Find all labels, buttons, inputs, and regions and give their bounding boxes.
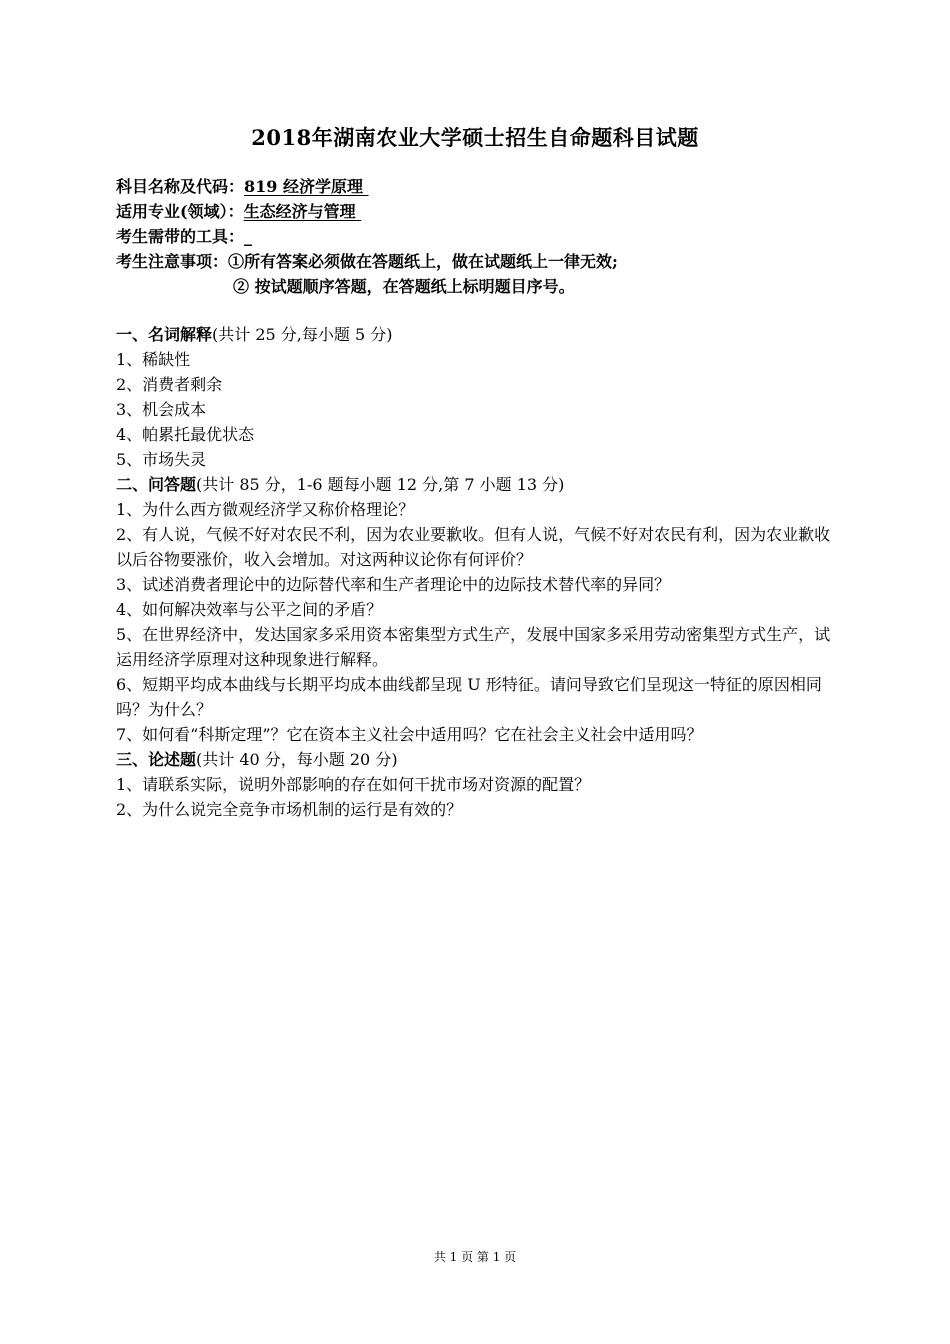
notice-row-2	[116, 274, 856, 299]
question-item: 2、消费者剩余	[116, 375, 223, 394]
question-item: 4、如何解决效率与公平之间的矛盾？	[116, 600, 383, 619]
notice-row-1	[116, 249, 856, 274]
notice-item-2: ② 按试题顺序答题，在答题纸上标明题目序号。	[233, 277, 575, 296]
notice-label: 考生注意事项：	[116, 252, 229, 271]
question-item: 1、请联系实际，说明外部影响的存在如何干扰市场对资源的配置？	[116, 775, 591, 794]
subject-underline	[363, 174, 411, 199]
tools-value: _	[244, 227, 253, 246]
subject-row	[116, 174, 856, 199]
section-note: (共计 85 分，1-6 题每小题 12 分,第 7 小题 13 分)	[196, 475, 565, 494]
question-item: 3、试述消费者理论中的边际替代率和生产者理论中的边际技术替代率的异同？	[116, 575, 671, 594]
subject-value: 819 经济学原理	[244, 177, 363, 196]
question-item: 5、市场失灵	[116, 450, 207, 469]
notice-item-1: ①所有答案必须做在答题纸上，做在试题纸上一律无效;	[228, 252, 618, 271]
question-item: 6、短期平均成本曲线与长期平均成本曲线都呈现 U 形特征。请问导致它们呈现这一特征的原因相同吗？为什么？	[116, 675, 822, 719]
section-note: (共计 40 分，每小题 20 分)	[196, 750, 398, 769]
question-item: 2、为什么说完全竞争市场机制的运行是有效的？	[116, 800, 463, 819]
section-header	[116, 472, 838, 497]
question-item: 7、如何看“科斯定理”？它在资本主义社会中适用吗？它在社会主义社会中适用吗？	[116, 725, 703, 744]
tools-row	[116, 224, 856, 249]
question-item: 4、帕累托最优状态	[116, 425, 255, 444]
exam-meta	[116, 174, 856, 299]
section-short-answer	[116, 472, 838, 747]
section-heading: 二、问答题	[116, 475, 197, 494]
major-value: 生态经济与管理	[243, 202, 356, 221]
question-item: 5、在世界经济中，发达国家多采用资本密集型方式生产，发展中国家多采用劳动密集型方式生产，试运用经济学原理对这种现象进行解释。	[116, 625, 831, 669]
questions	[116, 322, 838, 822]
section-header	[116, 747, 838, 772]
major-underline	[356, 199, 362, 224]
question-item: 2、有人说，气候不好对农民不利，因为农业要歉收。但有人说，气候不好对农民有利，因为农业歉收以后谷物要涨价，收入会增加。对这两种议论你有何评价？	[116, 525, 831, 569]
section-header	[116, 322, 838, 347]
section-terms	[116, 322, 838, 472]
subject-label: 科目名称及代码：	[116, 177, 245, 196]
question-item: 3、机会成本	[116, 400, 207, 419]
major-row	[116, 199, 856, 224]
page-footer: 共 1 页 第 1 页	[433, 1250, 517, 1264]
page-title: 2018年湖南农业大学硕士招生自命题科目试题	[251, 125, 699, 150]
section-note: (共计 25 分,每小题 5 分)	[212, 325, 393, 344]
section-heading: 三、论述题	[116, 750, 197, 769]
tools-label: 考生需带的工具：	[116, 227, 245, 246]
section-heading: 一、名词解释	[116, 325, 213, 344]
question-item: 1、稀缺性	[116, 350, 191, 369]
section-essay	[116, 747, 838, 822]
major-label: 适用专业(领域）：	[116, 202, 244, 221]
question-item: 1、为什么西方微观经济学又称价格理论？	[116, 500, 415, 519]
